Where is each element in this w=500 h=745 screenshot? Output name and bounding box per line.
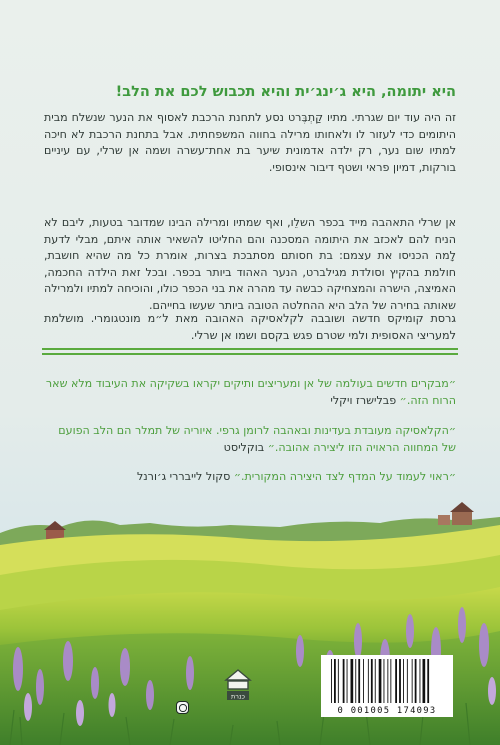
barcode-bar (347, 659, 348, 703)
barcode-bar (368, 659, 369, 703)
barcode-bar (371, 659, 373, 703)
barcode-bar (420, 659, 421, 703)
barcode-bar (379, 659, 382, 703)
review-quote-text: ״הקלאסיקה מעובדת בעדינות ובאהבה לרומן גרפי. איוריה של תמלר הם הלב הפועם של המחווה הראויה הזו ליצירה אהובה.״ (58, 424, 456, 454)
review-quote-2 (44, 423, 456, 456)
barcode-bar (415, 659, 417, 703)
isbn-barcode (321, 655, 453, 717)
barcode-bar (358, 659, 360, 703)
farm-house-right (438, 502, 474, 525)
barcode-bar (343, 659, 345, 703)
barcode-bar (423, 659, 426, 703)
barcode-bar (387, 659, 388, 703)
barcode-bar (412, 659, 413, 703)
barcode-bar (390, 659, 391, 703)
barcode-bar (427, 659, 429, 703)
barcode-bar (351, 659, 354, 703)
instagram-icon (176, 701, 189, 714)
barcode-bar (407, 659, 408, 703)
publisher-logo (222, 668, 254, 702)
review-quote-1 (44, 376, 456, 409)
tagline: היא יתומה, היא ג׳ינג׳ית והיא תכבוש לכם את הלב! (115, 84, 456, 100)
publisher-logo-text: כנרת (231, 692, 245, 701)
barcode-bar (355, 659, 356, 703)
barcode-bar (399, 659, 401, 703)
synopsis-paragraph-3: גרסת קומיקס חדשה ושובבה לקלאסיקה האהובה מאת ל״מ מונטגומרי. מושלמת למעריצי האסופית ולמי שטרם פגש בקסם ושמו אן שרלי. (44, 312, 456, 342)
barcode-bar (363, 659, 364, 703)
review-quote-source: פבלישרז ויקלי (330, 393, 397, 407)
review-quote-source: בוקליסט (223, 440, 265, 454)
review-quote-source: סקול לייבררי ג׳ורנל (136, 470, 231, 483)
synopsis-paragraph-1: זה היה עוד יום שגרתי. מתיו קַתְבֶּרט נסע לתחנת הרכבת לאסוף את הנער שנשלח מבית היתומים כדי לעזור לו ולאחותו מרילה בחווה המשפחתית. אבל בתחנת הרכבת לא חיכה למתיו שום נער, רק ילדה אדמונית שיער בת אחת־עשרה ושמה אן שרלי, עם עיניים בורקות, דמיון פראי ושטף דיבור אינסופי. (44, 111, 456, 174)
barcode-bar (338, 659, 339, 703)
barcode-bar (375, 659, 376, 703)
barcode-number: 0 001005 174093 (337, 706, 437, 716)
barcode-bar (403, 659, 404, 703)
barcode-bar (331, 659, 332, 703)
synopsis-paragraph-2: אן שרלי התאהבה מייד בכפר השלֵו, ואף שמתיו ומרילה הבינו שמדובר בטעות, ליבם לא הניח להם לאכזב את היתומה המסכנה והם החליטו להשאיר אותה איתם, מבלי לדעת לָמה הכניסו את עצמם: בת חסותם מסתבכת בצרות, אומרת כל מה שהיא חושבת, חולמת בהקיץ וסולדת מגילברט, הנער האהוד ביותר בכפר. ובכל זאת הילדה החכמה, האמיצה, הישרה והמצחיקה כבשה עד מהרה את בני הכפר כולו, והוכיחה למתיו ולמרילה שאותה בחירה של הלב היא ההחלטה הטובה ביותר שעשו בחייהם. (44, 216, 456, 312)
review-quote-text: ״ראוי לעמוד על המדף לצד היצירה המקורית.״ (233, 470, 456, 483)
barcode-bar (384, 659, 385, 703)
barcode-bar (395, 659, 397, 703)
review-quote-text: ״מבקרים חדשים בעולמה של אן ומעריצים ותיקים יקראו בשקיקה את העיבוד מלא שאר הרוח הזה.״ (45, 377, 456, 407)
barcode-bar (334, 659, 336, 703)
review-quote-3 (44, 469, 456, 486)
double-divider-line (42, 348, 458, 355)
